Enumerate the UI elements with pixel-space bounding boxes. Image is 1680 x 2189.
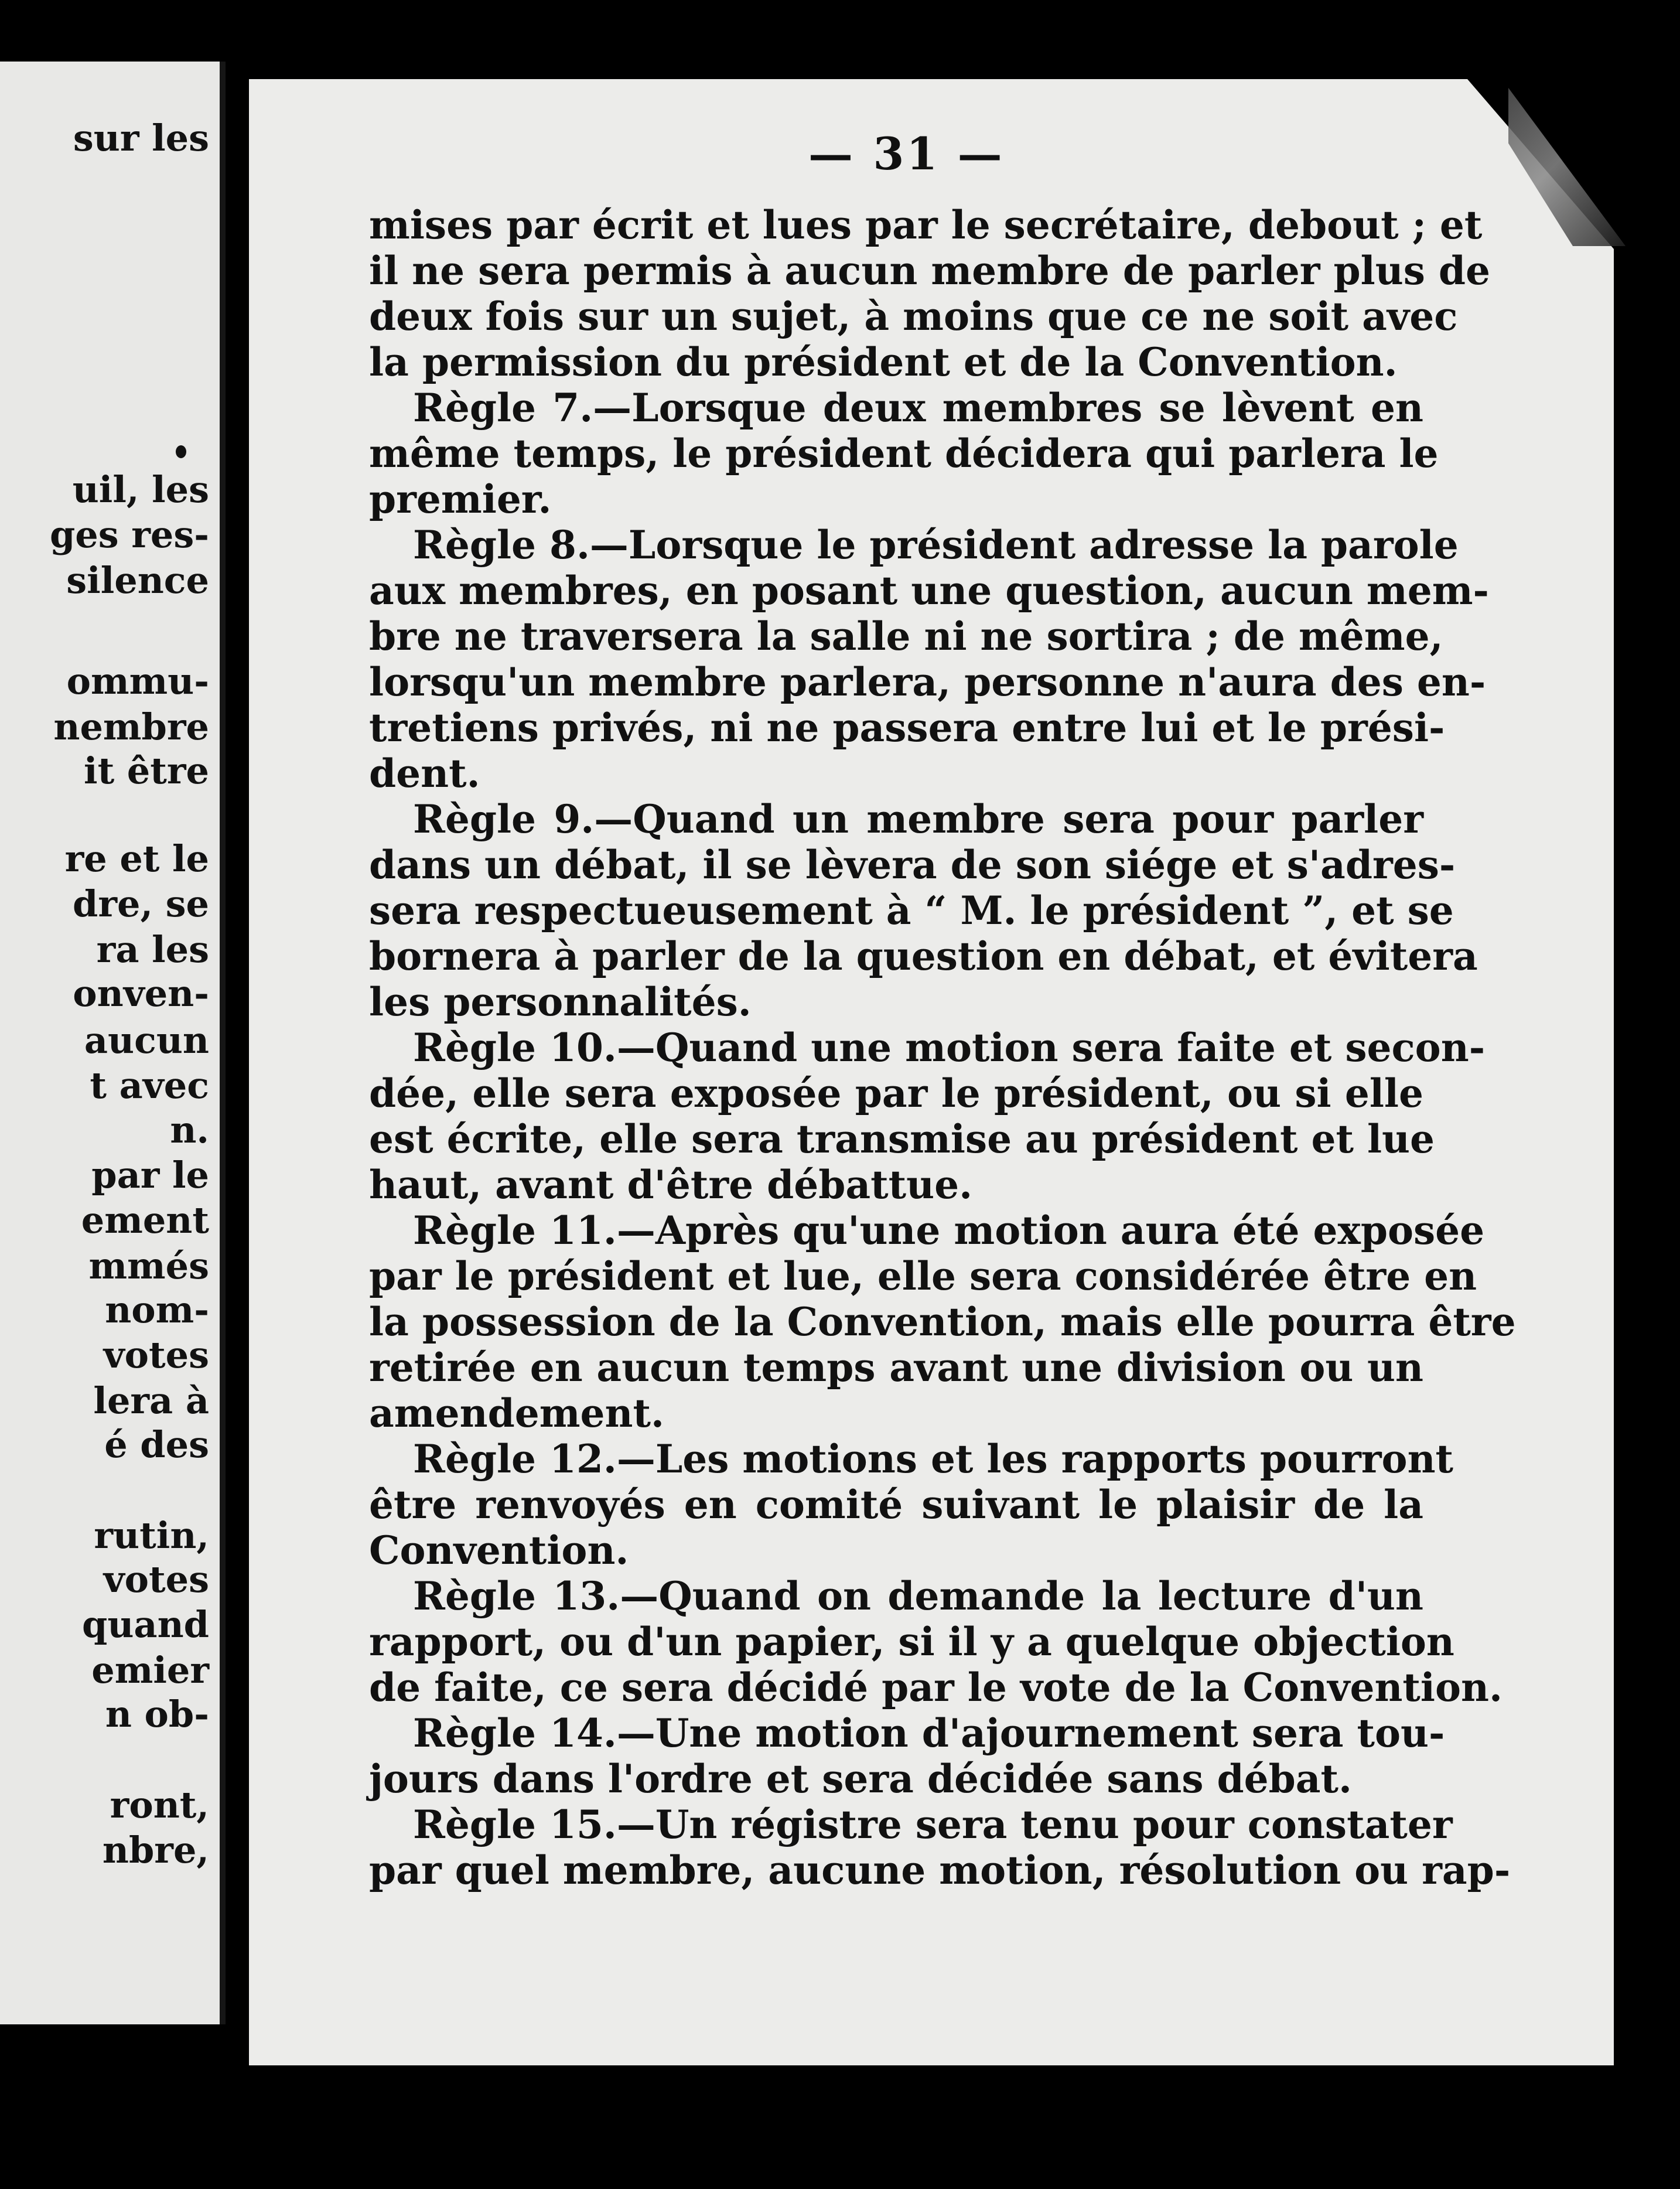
left-page-fragment: silence — [66, 559, 209, 602]
rule-paragraph — [369, 522, 1489, 796]
rule-paragraph — [369, 1802, 1511, 1893]
rule-paragraph — [369, 1025, 1486, 1208]
text-line: la permission du président et de la Convention. — [369, 339, 1398, 385]
left-facing-page — [0, 62, 226, 2024]
left-page-fragment: uil, les — [72, 468, 209, 511]
left-page-fragment: aucun — [84, 1019, 209, 1062]
left-page-fragment: sur les — [73, 117, 209, 159]
rule-paragraph — [369, 1710, 1445, 1802]
text-line: Règle 9.—Quand un membre sera pour parler — [413, 796, 1423, 842]
left-page-fragment: mmés — [88, 1244, 209, 1287]
left-page-fragment: nom- — [105, 1288, 209, 1331]
text-line: rapport, ou d'un papier, si il y a quelque objection — [369, 1619, 1454, 1665]
text-line: être renvoyés en comité suivant le plaisir de la — [369, 1482, 1423, 1527]
left-page-fragment: emier — [91, 1649, 209, 1692]
text-line: dans un débat, il se lèvera de son siége et s'adres- — [369, 842, 1456, 888]
text-line: la possession de la Convention, mais elle pourra être — [369, 1299, 1516, 1345]
text-line: haut, avant d'être débattue. — [369, 1162, 973, 1208]
left-page-fragment: ra les — [96, 928, 209, 971]
text-line: Règle 10.—Quand une motion sera faite et secon- — [413, 1025, 1486, 1070]
left-page-fragment: re et le — [64, 837, 209, 880]
text-line: Règle 12.—Les motions et les rapports pourront — [413, 1436, 1454, 1482]
rule-paragraph — [369, 1573, 1503, 1710]
rule-paragraph — [369, 796, 1478, 1025]
rule-paragraph — [369, 1208, 1516, 1436]
text-line: même temps, le président décidera qui parlera le — [369, 431, 1439, 476]
text-line: bornera à parler de la question en débat, et évitera — [369, 933, 1478, 979]
text-line: tretiens privés, ni ne passera entre lui et le prési- — [369, 705, 1445, 751]
text-line: Règle 8.—Lorsque le président adresse la parole — [413, 522, 1459, 568]
text-line: dée, elle sera exposée par le président, ou si elle — [369, 1070, 1423, 1116]
text-line: Règle 7.—Lorsque deux membres se lèvent en — [413, 385, 1423, 431]
left-page-fragment: n ob- — [105, 1693, 209, 1735]
text-line: amendement. — [369, 1390, 664, 1436]
text-line: lorsqu'un membre parlera, personne n'aura des en- — [369, 659, 1486, 705]
text-line: Règle 13.—Quand on demande la lecture d'un — [413, 1573, 1423, 1619]
left-page-fragment: quand — [81, 1603, 209, 1646]
left-page-fragment: ront, — [110, 1784, 209, 1826]
left-page-fragment: é des — [104, 1423, 209, 1466]
text-line: par le président et lue, elle sera considérée être en — [369, 1253, 1477, 1299]
text-line: dent. — [369, 751, 480, 796]
text-line: de faite, ce sera décidé par le vote de la Convention. — [369, 1665, 1503, 1710]
ink-spot — [176, 445, 186, 458]
text-line: Règle 14.—Une motion d'ajournement sera tou- — [413, 1710, 1445, 1756]
left-page-fragment: votes — [103, 1334, 209, 1376]
left-page-fragment: n. — [170, 1109, 209, 1151]
text-line: retirée en aucun temps avant une division ou un — [369, 1345, 1423, 1390]
page-number: — 31 — — [808, 128, 1005, 180]
left-page-fragment: rutin, — [94, 1514, 209, 1557]
text-line: deux fois sur un sujet, à moins que ce ne soit avec — [369, 294, 1458, 339]
text-line: aux membres, en posant une question, aucun mem- — [369, 568, 1489, 613]
text-line: premier. — [369, 476, 552, 522]
left-page-fragment: dre, se — [73, 882, 209, 925]
left-page-fragment: lera à — [93, 1379, 209, 1422]
page-body — [369, 202, 1516, 1893]
text-line: sera respectueusement à “ M. le président ”, et se — [369, 888, 1454, 933]
left-page-fragment: votes — [103, 1558, 209, 1601]
left-page-fragment: par le — [91, 1154, 209, 1196]
left-page-fragment: nbre, — [102, 1829, 209, 1871]
text-line: mises par écrit et lues par le secrétaire, debout ; et — [369, 202, 1483, 248]
text-line: Règle 15.—Un régistre sera tenu pour constater — [413, 1802, 1453, 1847]
left-page-fragment: ges res- — [49, 513, 209, 556]
rule-paragraph — [369, 385, 1439, 522]
left-page-fragment: t avec — [90, 1064, 209, 1107]
text-line: par quel membre, aucune motion, résolution ou rap- — [369, 1847, 1511, 1893]
text-line: bre ne traversera la salle ni ne sortira ; de même, — [369, 613, 1443, 659]
text-line: Convention. — [369, 1527, 629, 1573]
text-line: les personnalités. — [369, 979, 752, 1025]
left-page-fragment: onven- — [73, 972, 209, 1015]
left-page-fragment: ement — [81, 1199, 209, 1242]
text-line: est écrite, elle sera transmise au président et lue — [369, 1116, 1435, 1162]
left-page-fragment: ommu- — [66, 660, 209, 703]
left-page-fragment: nembre — [53, 705, 209, 748]
rule-paragraph — [369, 1436, 1454, 1573]
text-line: jours dans l'ordre et sera décidée sans débat. — [369, 1756, 1352, 1802]
text-line: il ne sera permis à aucun membre de parler plus de — [369, 248, 1490, 294]
left-page-fragment: it être — [84, 749, 209, 792]
text-line: Règle 11.—Après qu'une motion aura été exposée — [413, 1208, 1485, 1253]
paragraph-continuation — [369, 202, 1490, 385]
